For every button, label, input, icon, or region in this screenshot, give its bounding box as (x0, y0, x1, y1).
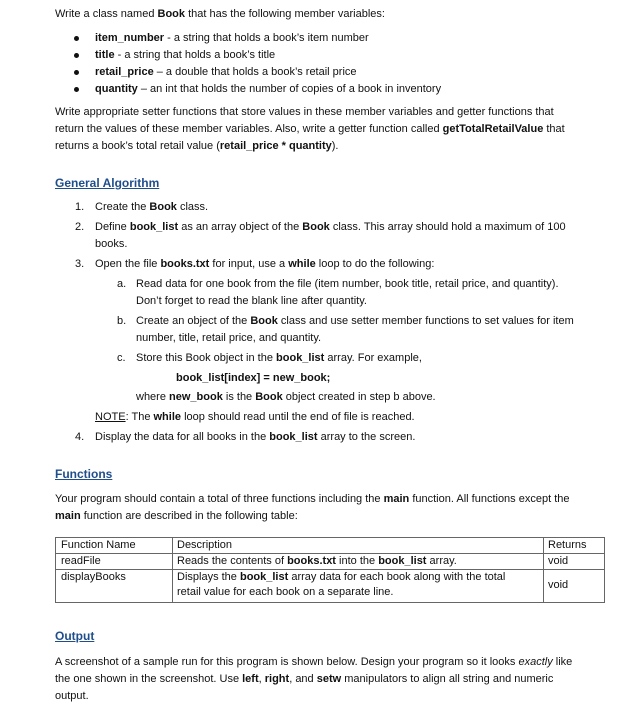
table-header-description: Description (177, 539, 233, 551)
setter-paragraph-line: returns a book’s total retail value (retail_price * quantity). (55, 140, 339, 152)
table-divider (543, 538, 544, 602)
output-paragraph-line: A screenshot of a sample run for this program is shown below. Design your program so it looks exactly like (55, 656, 573, 668)
substep-text: number, title, retail price, and quantity. (136, 332, 322, 344)
table-cell-function-name: readFile (61, 555, 101, 567)
substep-text: Don’t forget to read the blank line after quantity. (136, 295, 367, 307)
table-cell-description: Reads the contents of books.txt into the book_list array. (177, 555, 457, 567)
step-number: 4. (75, 431, 85, 443)
table-cell-function-name: displayBooks (61, 571, 126, 583)
table-header-function-name: Function Name (61, 539, 136, 551)
bullet-icon (74, 70, 79, 75)
code-example: book_list[index] = new_book; (176, 372, 331, 384)
table-header-returns: Returns (548, 539, 587, 551)
setter-paragraph-line: Write appropriate setter functions that store values in these member variables and getter functions that (55, 106, 554, 118)
step-number: 2. (75, 221, 85, 233)
bullet-icon (74, 87, 79, 92)
substep-text: Create an object of the Book class and use setter member functions to set values for item (136, 315, 574, 327)
output-paragraph-line: the one shown in the screenshot. Use left, right, and setw manipulators to align all string and numeric (55, 673, 554, 685)
setter-paragraph-line: return the values of these member variables. Also, write a getter function called getTotalRetailValue that (55, 123, 565, 135)
step-text: books. (95, 238, 128, 250)
step-number: 3. (75, 258, 85, 270)
note-text: NOTE: The while loop should read until the end of file is reached. (95, 411, 415, 423)
substep-letter: c. (117, 352, 126, 364)
step-text: Create the Book class. (95, 201, 209, 213)
output-heading: Output (55, 629, 95, 643)
table-cell-returns: void (548, 555, 569, 567)
table-divider (172, 538, 173, 602)
table-cell-returns: void (548, 579, 569, 591)
functions-table (55, 537, 605, 603)
algorithm-heading: General Algorithm (55, 176, 160, 190)
member-item: item_number - a string that holds a book’s item number (95, 32, 369, 44)
substep-text: Store this Book object in the book_list array. For example, (136, 352, 422, 364)
step-number: 1. (75, 201, 85, 213)
member-item: retail_price – a double that holds a book’s retail price (95, 66, 357, 78)
intro-line: Write a class named Book that has the following member variables: (55, 8, 385, 20)
step-text: Define book_list as an array object of the Book class. This array should hold a maximum of 100 (95, 221, 566, 233)
functions-heading: Functions (55, 467, 113, 481)
step-text: Display the data for all books in the book_list array to the screen. (95, 431, 416, 443)
table-cell-description: Displays the book_list array data for each book along with the total (177, 571, 506, 583)
substep-text: Read data for one book from the file (item number, book title, retail price, and quantity). (136, 278, 559, 290)
functions-paragraph-line: Your program should contain a total of three functions including the main function. All functions except the (55, 493, 570, 505)
member-item: quantity – an int that holds the number of copies of a book in inventory (95, 83, 442, 95)
step-text: Open the file books.txt for input, use a while loop to do the following: (95, 258, 435, 270)
where-text: where new_book is the Book object created in step b above. (136, 391, 436, 403)
bullet-icon (74, 53, 79, 58)
output-paragraph-line: output. (55, 690, 89, 702)
member-item: title - a string that holds a book’s title (95, 49, 276, 61)
bullet-icon (74, 36, 79, 41)
substep-letter: b. (117, 315, 127, 327)
table-cell-description: retail value for each book on a separate line. (177, 586, 394, 598)
functions-paragraph-line: main function are described in the following table: (55, 510, 298, 522)
substep-letter: a. (117, 278, 127, 290)
